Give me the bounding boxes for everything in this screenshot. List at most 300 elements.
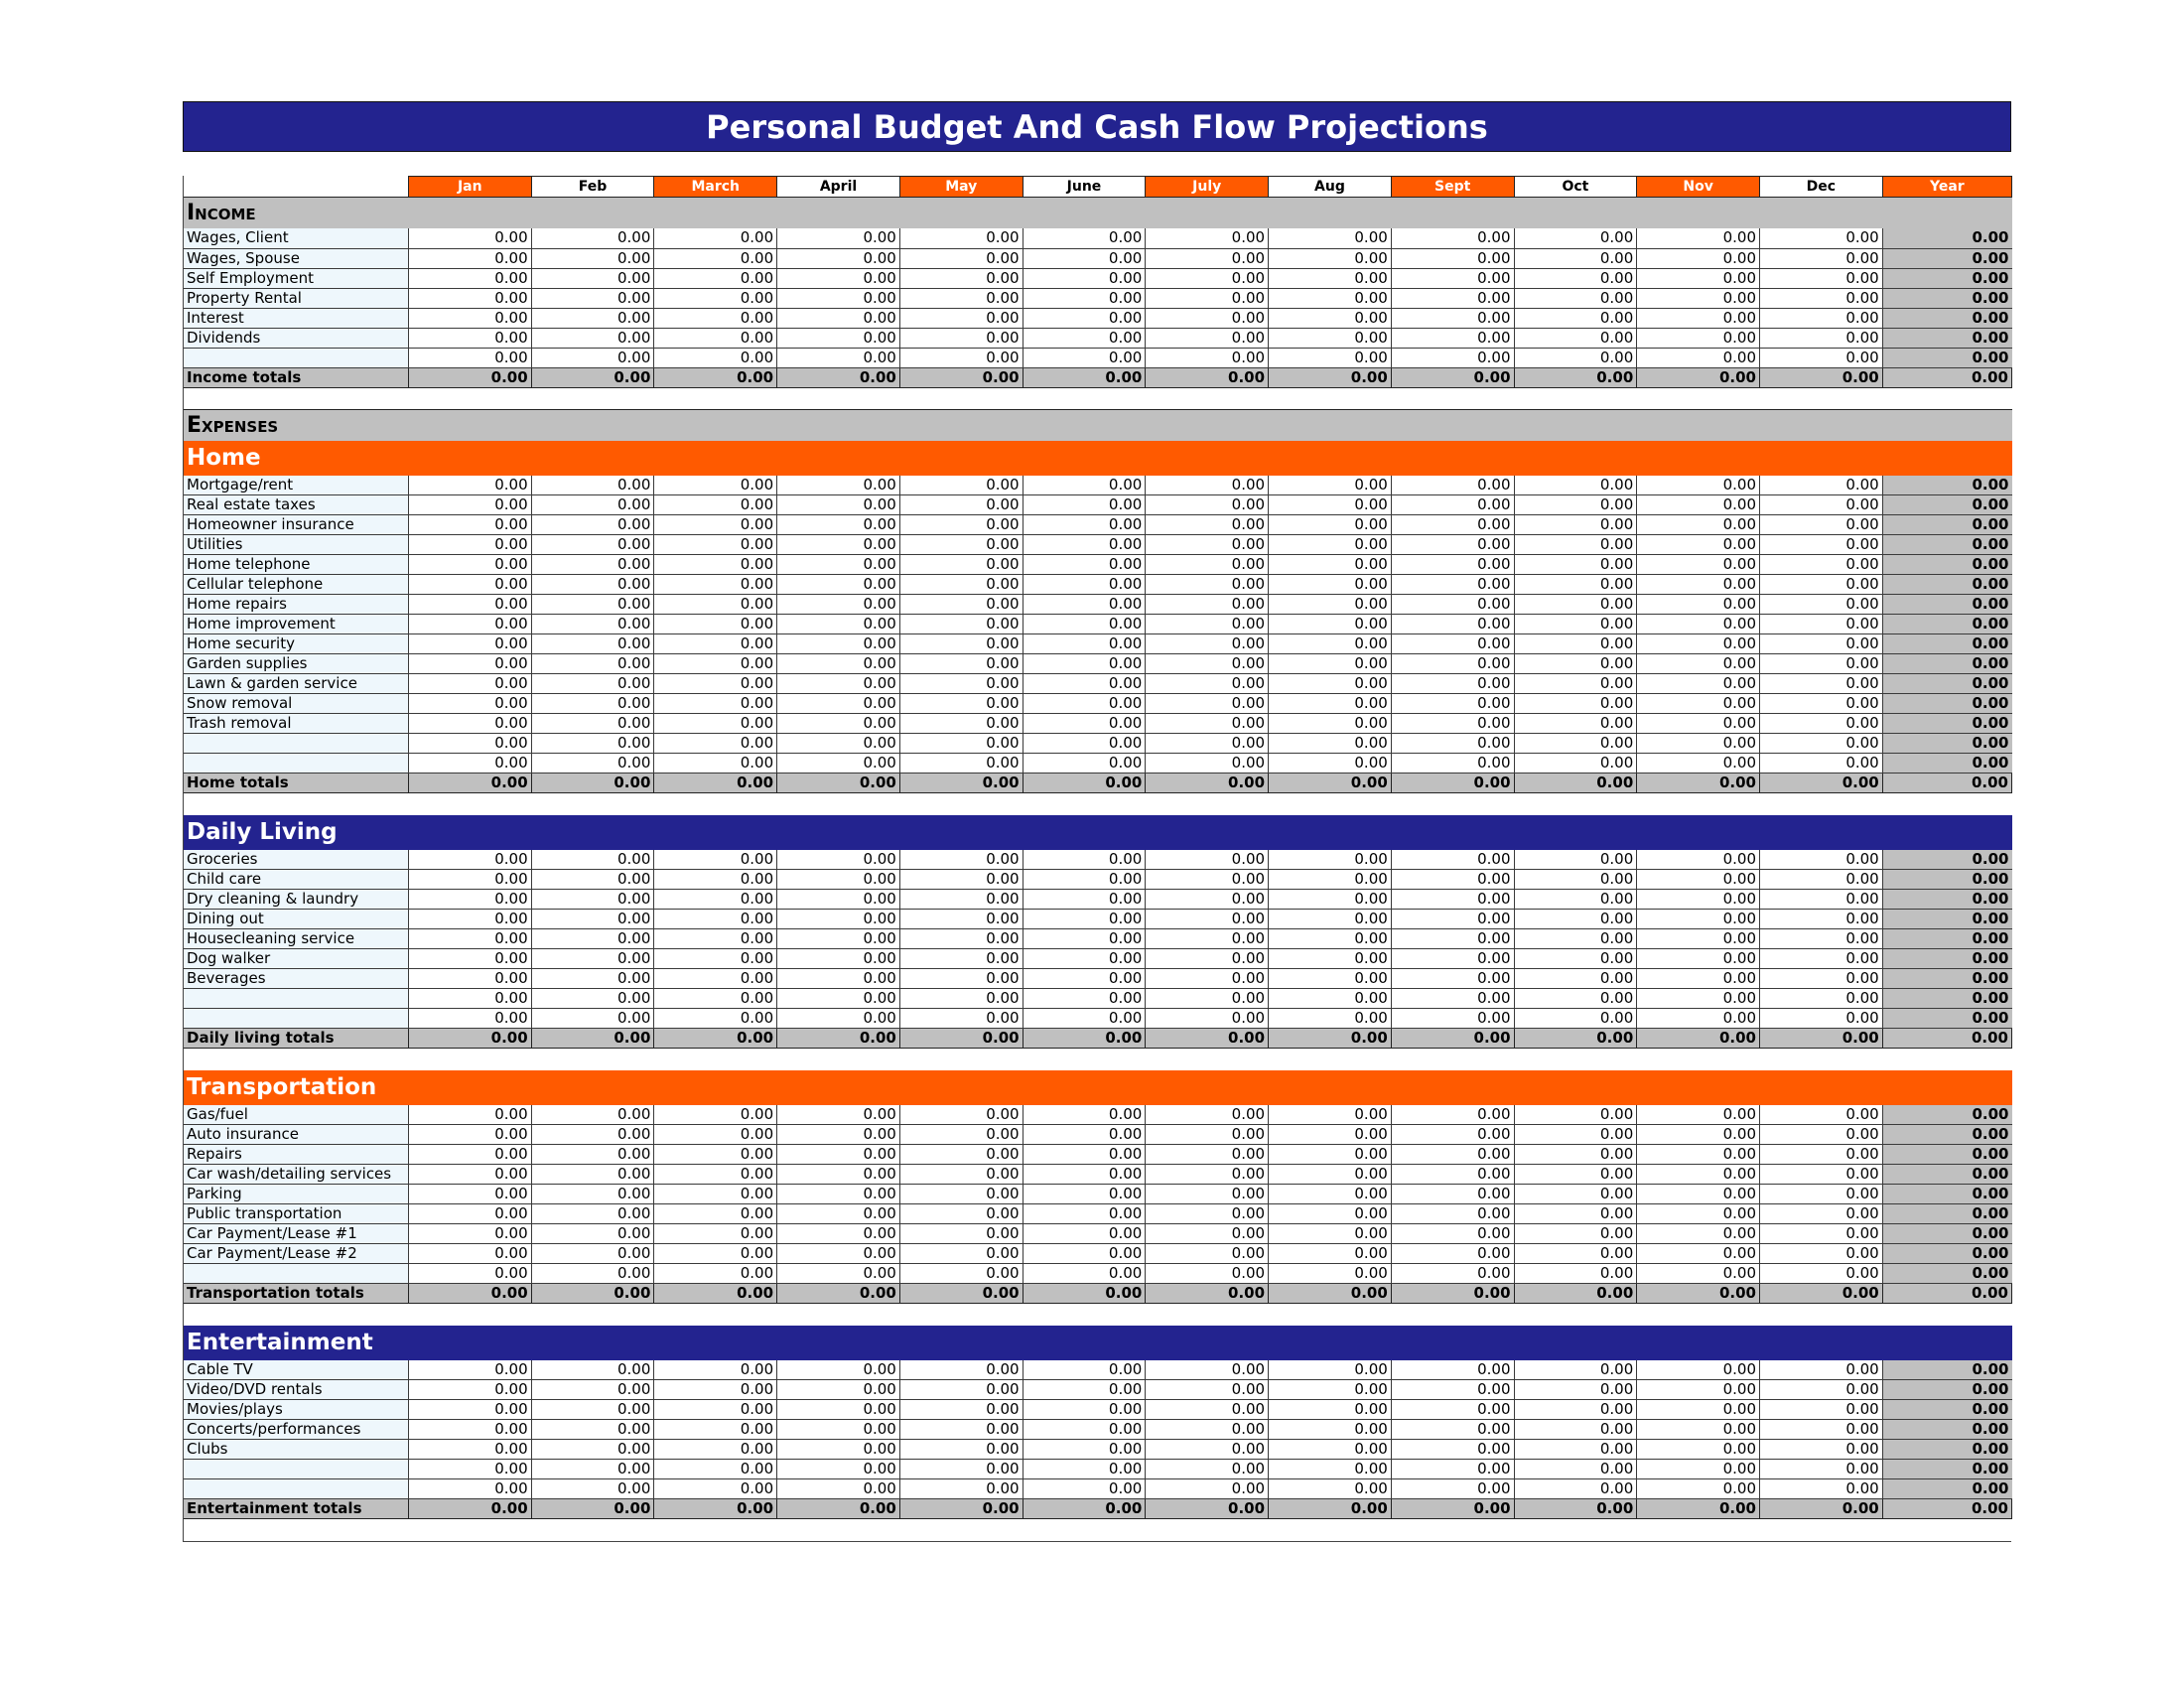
transportation-cell-dec[interactable]: 0.00 — [1760, 1185, 1883, 1204]
entertainment-row-label[interactable] — [184, 1479, 408, 1499]
income-cell-sept[interactable]: 0.00 — [1391, 348, 1514, 367]
income-cell-jan[interactable]: 0.00 — [408, 268, 531, 288]
home-cell-may[interactable]: 0.00 — [899, 714, 1023, 734]
income-cell-june[interactable]: 0.00 — [1023, 268, 1146, 288]
home-cell-july[interactable]: 0.00 — [1146, 634, 1269, 654]
home-cell-jan[interactable]: 0.00 — [408, 535, 531, 555]
income-cell-june[interactable]: 0.00 — [1023, 248, 1146, 268]
income-cell-may[interactable]: 0.00 — [899, 228, 1023, 248]
transportation-cell-june[interactable]: 0.00 — [1023, 1105, 1146, 1125]
transportation-cell-march[interactable]: 0.00 — [654, 1185, 777, 1204]
daily-living-cell-jan[interactable]: 0.00 — [408, 910, 531, 929]
home-cell-aug[interactable]: 0.00 — [1269, 476, 1392, 495]
income-cell-nov[interactable]: 0.00 — [1637, 268, 1760, 288]
home-cell-sept[interactable]: 0.00 — [1391, 476, 1514, 495]
transportation-row-label[interactable]: Auto insurance — [184, 1125, 408, 1145]
transportation-cell-feb[interactable]: 0.00 — [531, 1125, 654, 1145]
home-cell-dec[interactable]: 0.00 — [1760, 495, 1883, 515]
entertainment-cell-jan[interactable]: 0.00 — [408, 1400, 531, 1420]
home-cell-july[interactable]: 0.00 — [1146, 734, 1269, 754]
home-row-label[interactable]: Real estate taxes — [184, 495, 408, 515]
home-cell-may[interactable]: 0.00 — [899, 575, 1023, 595]
home-cell-aug[interactable]: 0.00 — [1269, 575, 1392, 595]
income-row-label[interactable] — [184, 348, 408, 367]
home-cell-june[interactable]: 0.00 — [1023, 615, 1146, 634]
transportation-cell-july[interactable]: 0.00 — [1146, 1145, 1269, 1165]
daily-living-cell-may[interactable]: 0.00 — [899, 910, 1023, 929]
transportation-cell-july[interactable]: 0.00 — [1146, 1165, 1269, 1185]
home-cell-april[interactable]: 0.00 — [777, 476, 900, 495]
entertainment-cell-jan[interactable]: 0.00 — [408, 1380, 531, 1400]
income-cell-jan[interactable]: 0.00 — [408, 348, 531, 367]
transportation-cell-jan[interactable]: 0.00 — [408, 1264, 531, 1284]
entertainment-cell-july[interactable]: 0.00 — [1146, 1460, 1269, 1479]
transportation-cell-april[interactable]: 0.00 — [777, 1165, 900, 1185]
daily-living-cell-april[interactable]: 0.00 — [777, 910, 900, 929]
home-cell-april[interactable]: 0.00 — [777, 634, 900, 654]
entertainment-cell-may[interactable]: 0.00 — [899, 1460, 1023, 1479]
daily-living-cell-march[interactable]: 0.00 — [654, 910, 777, 929]
daily-living-row-label[interactable]: Dry cleaning & laundry — [184, 890, 408, 910]
home-cell-aug[interactable]: 0.00 — [1269, 754, 1392, 774]
transportation-cell-april[interactable]: 0.00 — [777, 1125, 900, 1145]
home-cell-aug[interactable]: 0.00 — [1269, 595, 1392, 615]
home-cell-sept[interactable]: 0.00 — [1391, 495, 1514, 515]
daily-living-cell-april[interactable]: 0.00 — [777, 969, 900, 989]
entertainment-cell-nov[interactable]: 0.00 — [1637, 1420, 1760, 1440]
transportation-cell-sept[interactable]: 0.00 — [1391, 1224, 1514, 1244]
transportation-cell-nov[interactable]: 0.00 — [1637, 1165, 1760, 1185]
home-cell-july[interactable]: 0.00 — [1146, 595, 1269, 615]
daily-living-cell-march[interactable]: 0.00 — [654, 949, 777, 969]
home-cell-june[interactable]: 0.00 — [1023, 734, 1146, 754]
home-cell-oct[interactable]: 0.00 — [1514, 615, 1637, 634]
daily-living-cell-feb[interactable]: 0.00 — [531, 929, 654, 949]
entertainment-cell-may[interactable]: 0.00 — [899, 1479, 1023, 1499]
daily-living-cell-sept[interactable]: 0.00 — [1391, 1009, 1514, 1029]
daily-living-cell-nov[interactable]: 0.00 — [1637, 989, 1760, 1009]
home-cell-feb[interactable]: 0.00 — [531, 595, 654, 615]
daily-living-cell-march[interactable]: 0.00 — [654, 850, 777, 870]
home-cell-march[interactable]: 0.00 — [654, 495, 777, 515]
home-cell-aug[interactable]: 0.00 — [1269, 734, 1392, 754]
home-cell-sept[interactable]: 0.00 — [1391, 734, 1514, 754]
home-cell-march[interactable]: 0.00 — [654, 476, 777, 495]
daily-living-cell-july[interactable]: 0.00 — [1146, 890, 1269, 910]
entertainment-cell-june[interactable]: 0.00 — [1023, 1420, 1146, 1440]
transportation-cell-jan[interactable]: 0.00 — [408, 1125, 531, 1145]
daily-living-cell-april[interactable]: 0.00 — [777, 989, 900, 1009]
home-cell-sept[interactable]: 0.00 — [1391, 674, 1514, 694]
home-cell-oct[interactable]: 0.00 — [1514, 535, 1637, 555]
entertainment-cell-dec[interactable]: 0.00 — [1760, 1440, 1883, 1460]
income-cell-april[interactable]: 0.00 — [777, 288, 900, 308]
income-cell-nov[interactable]: 0.00 — [1637, 328, 1760, 348]
transportation-cell-july[interactable]: 0.00 — [1146, 1125, 1269, 1145]
entertainment-cell-july[interactable]: 0.00 — [1146, 1479, 1269, 1499]
daily-living-cell-nov[interactable]: 0.00 — [1637, 910, 1760, 929]
transportation-cell-feb[interactable]: 0.00 — [531, 1145, 654, 1165]
daily-living-cell-march[interactable]: 0.00 — [654, 989, 777, 1009]
entertainment-row-label[interactable]: Cable TV — [184, 1360, 408, 1380]
home-cell-nov[interactable]: 0.00 — [1637, 575, 1760, 595]
home-row-label[interactable]: Utilities — [184, 535, 408, 555]
daily-living-cell-dec[interactable]: 0.00 — [1760, 1009, 1883, 1029]
entertainment-cell-june[interactable]: 0.00 — [1023, 1360, 1146, 1380]
transportation-cell-jan[interactable]: 0.00 — [408, 1185, 531, 1204]
income-cell-oct[interactable]: 0.00 — [1514, 248, 1637, 268]
daily-living-cell-aug[interactable]: 0.00 — [1269, 949, 1392, 969]
home-cell-may[interactable]: 0.00 — [899, 694, 1023, 714]
daily-living-cell-jan[interactable]: 0.00 — [408, 969, 531, 989]
daily-living-cell-oct[interactable]: 0.00 — [1514, 969, 1637, 989]
income-cell-feb[interactable]: 0.00 — [531, 268, 654, 288]
income-cell-feb[interactable]: 0.00 — [531, 328, 654, 348]
home-cell-april[interactable]: 0.00 — [777, 674, 900, 694]
entertainment-cell-aug[interactable]: 0.00 — [1269, 1440, 1392, 1460]
home-row-label[interactable]: Home telephone — [184, 555, 408, 575]
home-cell-march[interactable]: 0.00 — [654, 595, 777, 615]
entertainment-row-label[interactable]: Video/DVD rentals — [184, 1380, 408, 1400]
transportation-cell-may[interactable]: 0.00 — [899, 1204, 1023, 1224]
home-cell-dec[interactable]: 0.00 — [1760, 714, 1883, 734]
home-cell-jan[interactable]: 0.00 — [408, 476, 531, 495]
home-cell-july[interactable]: 0.00 — [1146, 615, 1269, 634]
home-cell-april[interactable]: 0.00 — [777, 654, 900, 674]
income-cell-march[interactable]: 0.00 — [654, 328, 777, 348]
home-row-label[interactable] — [184, 754, 408, 774]
income-cell-oct[interactable]: 0.00 — [1514, 268, 1637, 288]
home-cell-april[interactable]: 0.00 — [777, 754, 900, 774]
entertainment-cell-april[interactable]: 0.00 — [777, 1440, 900, 1460]
transportation-cell-feb[interactable]: 0.00 — [531, 1185, 654, 1204]
home-cell-feb[interactable]: 0.00 — [531, 476, 654, 495]
entertainment-row-label[interactable]: Movies/plays — [184, 1400, 408, 1420]
income-cell-july[interactable]: 0.00 — [1146, 248, 1269, 268]
daily-living-cell-nov[interactable]: 0.00 — [1637, 949, 1760, 969]
daily-living-cell-aug[interactable]: 0.00 — [1269, 890, 1392, 910]
home-cell-oct[interactable]: 0.00 — [1514, 555, 1637, 575]
daily-living-cell-oct[interactable]: 0.00 — [1514, 1009, 1637, 1029]
home-cell-sept[interactable]: 0.00 — [1391, 714, 1514, 734]
entertainment-cell-march[interactable]: 0.00 — [654, 1420, 777, 1440]
transportation-cell-april[interactable]: 0.00 — [777, 1244, 900, 1264]
home-cell-oct[interactable]: 0.00 — [1514, 714, 1637, 734]
entertainment-cell-jan[interactable]: 0.00 — [408, 1440, 531, 1460]
entertainment-cell-feb[interactable]: 0.00 — [531, 1420, 654, 1440]
income-cell-jan[interactable]: 0.00 — [408, 248, 531, 268]
entertainment-cell-july[interactable]: 0.00 — [1146, 1440, 1269, 1460]
entertainment-cell-nov[interactable]: 0.00 — [1637, 1380, 1760, 1400]
transportation-cell-may[interactable]: 0.00 — [899, 1244, 1023, 1264]
daily-living-row-label[interactable]: Beverages — [184, 969, 408, 989]
daily-living-cell-july[interactable]: 0.00 — [1146, 969, 1269, 989]
transportation-cell-sept[interactable]: 0.00 — [1391, 1165, 1514, 1185]
home-cell-march[interactable]: 0.00 — [654, 634, 777, 654]
home-cell-oct[interactable]: 0.00 — [1514, 495, 1637, 515]
home-cell-sept[interactable]: 0.00 — [1391, 595, 1514, 615]
income-cell-april[interactable]: 0.00 — [777, 308, 900, 328]
transportation-cell-march[interactable]: 0.00 — [654, 1204, 777, 1224]
daily-living-cell-july[interactable]: 0.00 — [1146, 910, 1269, 929]
income-cell-dec[interactable]: 0.00 — [1760, 248, 1883, 268]
transportation-cell-may[interactable]: 0.00 — [899, 1165, 1023, 1185]
income-cell-april[interactable]: 0.00 — [777, 248, 900, 268]
daily-living-cell-april[interactable]: 0.00 — [777, 870, 900, 890]
transportation-cell-aug[interactable]: 0.00 — [1269, 1165, 1392, 1185]
income-row-label[interactable]: Property Rental — [184, 288, 408, 308]
home-cell-nov[interactable]: 0.00 — [1637, 515, 1760, 535]
income-cell-jan[interactable]: 0.00 — [408, 228, 531, 248]
entertainment-cell-june[interactable]: 0.00 — [1023, 1440, 1146, 1460]
transportation-cell-may[interactable]: 0.00 — [899, 1185, 1023, 1204]
daily-living-cell-july[interactable]: 0.00 — [1146, 929, 1269, 949]
income-cell-july[interactable]: 0.00 — [1146, 308, 1269, 328]
entertainment-cell-oct[interactable]: 0.00 — [1514, 1360, 1637, 1380]
transportation-row-label[interactable]: Parking — [184, 1185, 408, 1204]
transportation-cell-oct[interactable]: 0.00 — [1514, 1185, 1637, 1204]
daily-living-cell-may[interactable]: 0.00 — [899, 949, 1023, 969]
home-row-label[interactable]: Snow removal — [184, 694, 408, 714]
daily-living-cell-feb[interactable]: 0.00 — [531, 870, 654, 890]
income-cell-may[interactable]: 0.00 — [899, 268, 1023, 288]
home-cell-may[interactable]: 0.00 — [899, 674, 1023, 694]
home-cell-oct[interactable]: 0.00 — [1514, 634, 1637, 654]
home-cell-april[interactable]: 0.00 — [777, 575, 900, 595]
transportation-cell-aug[interactable]: 0.00 — [1269, 1244, 1392, 1264]
entertainment-cell-march[interactable]: 0.00 — [654, 1479, 777, 1499]
entertainment-cell-sept[interactable]: 0.00 — [1391, 1479, 1514, 1499]
daily-living-cell-may[interactable]: 0.00 — [899, 850, 1023, 870]
transportation-cell-june[interactable]: 0.00 — [1023, 1204, 1146, 1224]
home-cell-feb[interactable]: 0.00 — [531, 754, 654, 774]
home-cell-dec[interactable]: 0.00 — [1760, 734, 1883, 754]
home-cell-oct[interactable]: 0.00 — [1514, 694, 1637, 714]
transportation-cell-april[interactable]: 0.00 — [777, 1185, 900, 1204]
income-cell-aug[interactable]: 0.00 — [1269, 328, 1392, 348]
home-row-label[interactable]: Cellular telephone — [184, 575, 408, 595]
entertainment-cell-june[interactable]: 0.00 — [1023, 1460, 1146, 1479]
transportation-cell-dec[interactable]: 0.00 — [1760, 1145, 1883, 1165]
home-cell-nov[interactable]: 0.00 — [1637, 595, 1760, 615]
home-cell-aug[interactable]: 0.00 — [1269, 714, 1392, 734]
income-cell-july[interactable]: 0.00 — [1146, 288, 1269, 308]
income-cell-june[interactable]: 0.00 — [1023, 308, 1146, 328]
transportation-cell-dec[interactable]: 0.00 — [1760, 1244, 1883, 1264]
transportation-cell-dec[interactable]: 0.00 — [1760, 1105, 1883, 1125]
home-cell-dec[interactable]: 0.00 — [1760, 674, 1883, 694]
entertainment-cell-nov[interactable]: 0.00 — [1637, 1460, 1760, 1479]
transportation-row-label[interactable]: Car Payment/Lease #2 — [184, 1244, 408, 1264]
home-cell-feb[interactable]: 0.00 — [531, 654, 654, 674]
daily-living-cell-sept[interactable]: 0.00 — [1391, 989, 1514, 1009]
home-row-label[interactable]: Lawn & garden service — [184, 674, 408, 694]
home-cell-aug[interactable]: 0.00 — [1269, 634, 1392, 654]
entertainment-cell-june[interactable]: 0.00 — [1023, 1479, 1146, 1499]
daily-living-cell-dec[interactable]: 0.00 — [1760, 989, 1883, 1009]
transportation-cell-april[interactable]: 0.00 — [777, 1224, 900, 1244]
home-cell-jan[interactable]: 0.00 — [408, 754, 531, 774]
transportation-row-label[interactable]: Public transportation — [184, 1204, 408, 1224]
home-cell-april[interactable]: 0.00 — [777, 555, 900, 575]
home-cell-june[interactable]: 0.00 — [1023, 674, 1146, 694]
income-cell-jan[interactable]: 0.00 — [408, 288, 531, 308]
entertainment-cell-april[interactable]: 0.00 — [777, 1360, 900, 1380]
entertainment-cell-march[interactable]: 0.00 — [654, 1360, 777, 1380]
home-cell-july[interactable]: 0.00 — [1146, 714, 1269, 734]
entertainment-cell-sept[interactable]: 0.00 — [1391, 1420, 1514, 1440]
home-cell-dec[interactable]: 0.00 — [1760, 634, 1883, 654]
income-cell-nov[interactable]: 0.00 — [1637, 288, 1760, 308]
home-cell-march[interactable]: 0.00 — [654, 734, 777, 754]
transportation-cell-jan[interactable]: 0.00 — [408, 1165, 531, 1185]
daily-living-cell-april[interactable]: 0.00 — [777, 1009, 900, 1029]
entertainment-cell-jan[interactable]: 0.00 — [408, 1460, 531, 1479]
transportation-row-label[interactable] — [184, 1264, 408, 1284]
home-cell-march[interactable]: 0.00 — [654, 575, 777, 595]
income-row-label[interactable]: Dividends — [184, 328, 408, 348]
daily-living-cell-june[interactable]: 0.00 — [1023, 989, 1146, 1009]
home-cell-dec[interactable]: 0.00 — [1760, 615, 1883, 634]
home-cell-march[interactable]: 0.00 — [654, 754, 777, 774]
home-cell-sept[interactable]: 0.00 — [1391, 515, 1514, 535]
entertainment-cell-may[interactable]: 0.00 — [899, 1440, 1023, 1460]
income-cell-nov[interactable]: 0.00 — [1637, 228, 1760, 248]
income-cell-july[interactable]: 0.00 — [1146, 268, 1269, 288]
home-cell-july[interactable]: 0.00 — [1146, 555, 1269, 575]
income-cell-feb[interactable]: 0.00 — [531, 248, 654, 268]
income-cell-sept[interactable]: 0.00 — [1391, 228, 1514, 248]
home-cell-aug[interactable]: 0.00 — [1269, 694, 1392, 714]
home-cell-oct[interactable]: 0.00 — [1514, 575, 1637, 595]
transportation-cell-jan[interactable]: 0.00 — [408, 1105, 531, 1125]
home-cell-aug[interactable]: 0.00 — [1269, 555, 1392, 575]
home-cell-jan[interactable]: 0.00 — [408, 495, 531, 515]
daily-living-row-label[interactable] — [184, 1009, 408, 1029]
home-cell-feb[interactable]: 0.00 — [531, 734, 654, 754]
transportation-cell-dec[interactable]: 0.00 — [1760, 1264, 1883, 1284]
transportation-cell-nov[interactable]: 0.00 — [1637, 1145, 1760, 1165]
daily-living-cell-feb[interactable]: 0.00 — [531, 949, 654, 969]
home-cell-june[interactable]: 0.00 — [1023, 714, 1146, 734]
income-row-label[interactable]: Interest — [184, 308, 408, 328]
entertainment-cell-feb[interactable]: 0.00 — [531, 1360, 654, 1380]
transportation-cell-july[interactable]: 0.00 — [1146, 1264, 1269, 1284]
daily-living-cell-jan[interactable]: 0.00 — [408, 1009, 531, 1029]
home-cell-dec[interactable]: 0.00 — [1760, 555, 1883, 575]
daily-living-cell-feb[interactable]: 0.00 — [531, 989, 654, 1009]
entertainment-cell-oct[interactable]: 0.00 — [1514, 1479, 1637, 1499]
entertainment-cell-sept[interactable]: 0.00 — [1391, 1460, 1514, 1479]
home-cell-may[interactable]: 0.00 — [899, 654, 1023, 674]
home-cell-oct[interactable]: 0.00 — [1514, 515, 1637, 535]
home-cell-nov[interactable]: 0.00 — [1637, 674, 1760, 694]
entertainment-cell-nov[interactable]: 0.00 — [1637, 1360, 1760, 1380]
transportation-cell-april[interactable]: 0.00 — [777, 1105, 900, 1125]
home-cell-may[interactable]: 0.00 — [899, 754, 1023, 774]
daily-living-cell-oct[interactable]: 0.00 — [1514, 910, 1637, 929]
home-cell-sept[interactable]: 0.00 — [1391, 694, 1514, 714]
transportation-cell-sept[interactable]: 0.00 — [1391, 1244, 1514, 1264]
transportation-cell-oct[interactable]: 0.00 — [1514, 1105, 1637, 1125]
entertainment-cell-may[interactable]: 0.00 — [899, 1360, 1023, 1380]
entertainment-cell-oct[interactable]: 0.00 — [1514, 1380, 1637, 1400]
home-cell-sept[interactable]: 0.00 — [1391, 654, 1514, 674]
entertainment-cell-sept[interactable]: 0.00 — [1391, 1440, 1514, 1460]
home-cell-dec[interactable]: 0.00 — [1760, 595, 1883, 615]
daily-living-cell-oct[interactable]: 0.00 — [1514, 929, 1637, 949]
income-cell-oct[interactable]: 0.00 — [1514, 308, 1637, 328]
daily-living-row-label[interactable]: Dog walker — [184, 949, 408, 969]
daily-living-cell-may[interactable]: 0.00 — [899, 870, 1023, 890]
daily-living-cell-jan[interactable]: 0.00 — [408, 949, 531, 969]
transportation-cell-feb[interactable]: 0.00 — [531, 1244, 654, 1264]
transportation-cell-sept[interactable]: 0.00 — [1391, 1264, 1514, 1284]
daily-living-cell-sept[interactable]: 0.00 — [1391, 910, 1514, 929]
home-cell-sept[interactable]: 0.00 — [1391, 615, 1514, 634]
home-cell-jan[interactable]: 0.00 — [408, 654, 531, 674]
income-cell-april[interactable]: 0.00 — [777, 328, 900, 348]
transportation-cell-june[interactable]: 0.00 — [1023, 1185, 1146, 1204]
income-cell-june[interactable]: 0.00 — [1023, 348, 1146, 367]
home-cell-april[interactable]: 0.00 — [777, 595, 900, 615]
daily-living-cell-dec[interactable]: 0.00 — [1760, 910, 1883, 929]
daily-living-cell-oct[interactable]: 0.00 — [1514, 989, 1637, 1009]
transportation-cell-april[interactable]: 0.00 — [777, 1264, 900, 1284]
transportation-cell-march[interactable]: 0.00 — [654, 1125, 777, 1145]
income-cell-aug[interactable]: 0.00 — [1269, 308, 1392, 328]
transportation-cell-june[interactable]: 0.00 — [1023, 1244, 1146, 1264]
transportation-cell-oct[interactable]: 0.00 — [1514, 1165, 1637, 1185]
daily-living-cell-jan[interactable]: 0.00 — [408, 850, 531, 870]
daily-living-cell-sept[interactable]: 0.00 — [1391, 969, 1514, 989]
entertainment-cell-aug[interactable]: 0.00 — [1269, 1380, 1392, 1400]
entertainment-cell-feb[interactable]: 0.00 — [531, 1440, 654, 1460]
daily-living-cell-july[interactable]: 0.00 — [1146, 870, 1269, 890]
transportation-cell-oct[interactable]: 0.00 — [1514, 1145, 1637, 1165]
income-cell-nov[interactable]: 0.00 — [1637, 248, 1760, 268]
home-cell-may[interactable]: 0.00 — [899, 555, 1023, 575]
home-cell-aug[interactable]: 0.00 — [1269, 654, 1392, 674]
home-row-label[interactable] — [184, 734, 408, 754]
home-cell-june[interactable]: 0.00 — [1023, 495, 1146, 515]
daily-living-cell-july[interactable]: 0.00 — [1146, 949, 1269, 969]
home-row-label[interactable]: Garden supplies — [184, 654, 408, 674]
daily-living-cell-april[interactable]: 0.00 — [777, 850, 900, 870]
home-cell-feb[interactable]: 0.00 — [531, 555, 654, 575]
entertainment-cell-feb[interactable]: 0.00 — [531, 1400, 654, 1420]
transportation-row-label[interactable]: Gas/fuel — [184, 1105, 408, 1125]
home-cell-jan[interactable]: 0.00 — [408, 555, 531, 575]
entertainment-cell-sept[interactable]: 0.00 — [1391, 1360, 1514, 1380]
home-cell-oct[interactable]: 0.00 — [1514, 674, 1637, 694]
transportation-cell-july[interactable]: 0.00 — [1146, 1244, 1269, 1264]
daily-living-cell-aug[interactable]: 0.00 — [1269, 910, 1392, 929]
transportation-cell-oct[interactable]: 0.00 — [1514, 1204, 1637, 1224]
home-cell-march[interactable]: 0.00 — [654, 674, 777, 694]
transportation-cell-may[interactable]: 0.00 — [899, 1145, 1023, 1165]
income-cell-sept[interactable]: 0.00 — [1391, 248, 1514, 268]
daily-living-cell-june[interactable]: 0.00 — [1023, 969, 1146, 989]
daily-living-cell-dec[interactable]: 0.00 — [1760, 969, 1883, 989]
transportation-cell-march[interactable]: 0.00 — [654, 1264, 777, 1284]
daily-living-cell-jan[interactable]: 0.00 — [408, 929, 531, 949]
income-cell-dec[interactable]: 0.00 — [1760, 348, 1883, 367]
transportation-cell-dec[interactable]: 0.00 — [1760, 1204, 1883, 1224]
transportation-cell-july[interactable]: 0.00 — [1146, 1204, 1269, 1224]
transportation-cell-dec[interactable]: 0.00 — [1760, 1165, 1883, 1185]
daily-living-cell-june[interactable]: 0.00 — [1023, 910, 1146, 929]
